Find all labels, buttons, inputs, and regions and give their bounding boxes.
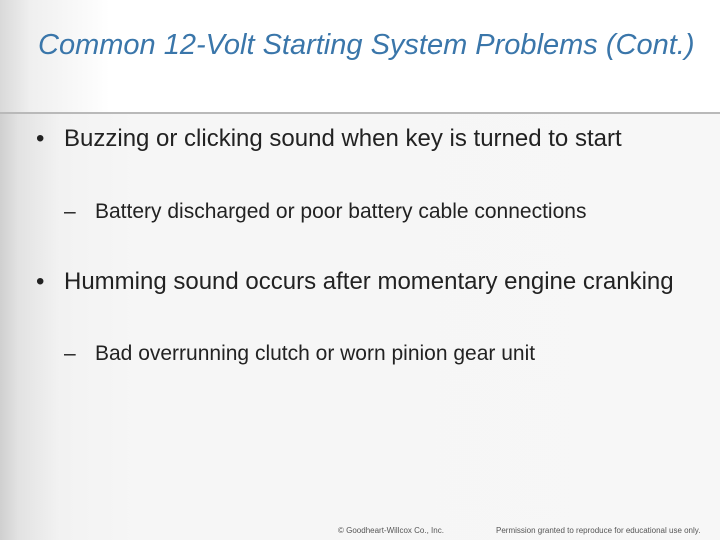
header-divider (0, 112, 720, 114)
sub-bullet-marker: – (64, 342, 76, 365)
bullet-item-2 (36, 266, 676, 297)
sub-bullet-item-1 (64, 198, 664, 226)
footer-copyright: © Goodheart-Willcox Co., Inc. (338, 526, 444, 535)
sub-bullet-text: Bad overrunning clutch or worn pinion gear unit (95, 342, 536, 365)
footer-permission: Permission granted to reproduce for educational use only. (496, 526, 701, 535)
bullet-text: Humming sound occurs after momentary engine cranking (64, 268, 674, 295)
bullet-marker: • (36, 125, 45, 152)
sub-bullet-marker: – (64, 200, 76, 223)
sub-bullet-item-2 (64, 340, 664, 368)
slide-header (0, 0, 720, 113)
bullet-text: Buzzing or clicking sound when key is turned to start (64, 125, 622, 152)
bullet-item-1 (36, 123, 676, 154)
bullet-marker: • (36, 268, 45, 295)
slide-title: Common 12-Volt Starting System Problems (Cont.) (38, 29, 695, 61)
sub-bullet-text: Battery discharged or poor battery cable connections (95, 200, 587, 223)
